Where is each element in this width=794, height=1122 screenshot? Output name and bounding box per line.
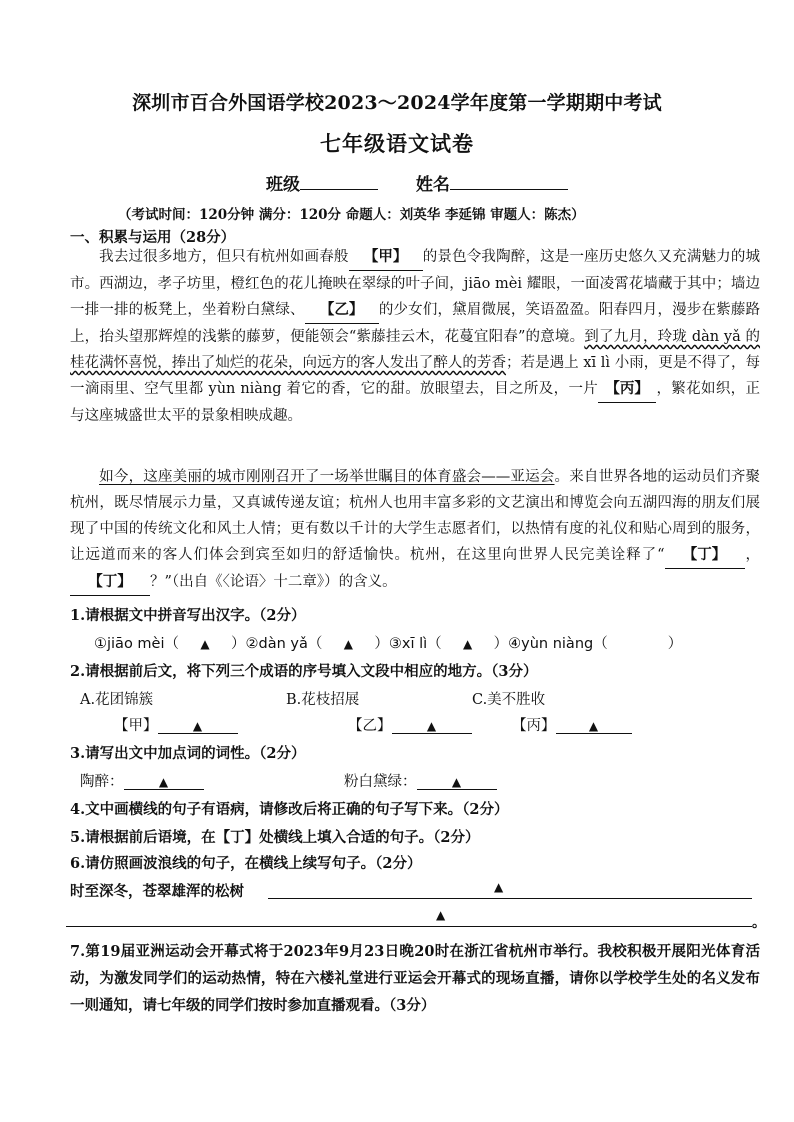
blank-ding-1[interactable]: 【丁】 (665, 542, 745, 569)
exam-subtitle: 七年级语文试卷 (320, 131, 474, 156)
q1-answer-row: ①jiāo mèi（ ▲ ）②dàn yǎ（ ▲ ）③xī lì（ ▲ ）④yùn niàng（ ） (94, 636, 683, 652)
q2-option-c: C.美不胜收 (472, 692, 546, 708)
q2-slot-jia: 【甲】 ▲ (114, 714, 238, 735)
name-blank[interactable] (450, 171, 568, 190)
underlined-sentence: 如今，这座美丽的城市刚刚召开了一场举世瞩目的体育盛会——亚运会 (99, 469, 555, 485)
answer-triangle[interactable]: ▲ (556, 719, 632, 734)
blank-bing[interactable]: 【丙】 (598, 376, 656, 403)
answer-triangle[interactable]: ▲ (417, 775, 497, 790)
question-3: 3.请写出文中加点词的词性。（2分） (70, 745, 306, 762)
answer-triangle[interactable]: ▲ (158, 719, 238, 734)
question-1: 1.请根据文中拼音写出汉字。（2分） (70, 607, 306, 624)
answer-triangle[interactable]: ▲ (343, 637, 353, 651)
q6-prompt: 时至深冬，苍翠雄浑的松树 (70, 883, 244, 900)
answer-triangle: ▲ (494, 880, 504, 894)
q2-option-a: A.花团锦簇 (80, 692, 154, 708)
wavy-sentence: 到了九月，玲珑 dàn yǎ 的桂花满怀喜悦，捧出了灿烂的花朵，向远方的客人发出了醉人的芳香 (70, 329, 761, 371)
q6-answer-line-2[interactable] (66, 910, 752, 927)
passage-paragraph-2: 如今，这座美丽的城市刚刚召开了一场举世瞩目的体育盛会——亚运会。来自世界各地的运动员们齐聚杭州，既尽情展示力量，又真诚传递友谊；杭州人也用丰富多彩的文艺演出和博览会向五湖四海的朋友们展现了中国的传统文化和风土人情；更有数以千计的大学生志愿者们，以热情有度的礼仪和贴心周到的服务，让远道而来的客人们体会到宾至如归的舒适愉快。杭州，在这里向世界人民完美诠释了“ 【丁】 ，【丁】 ？”（出自《〈论语〉十二章》）的含义。 (70, 464, 760, 596)
exam-info: （考试时间：120分钟 满分：120分 命题人：刘英华 李延锦 审题人：陈杰） (118, 207, 585, 223)
answer-triangle[interactable]: ▲ (200, 637, 210, 651)
question-4: 4.文中画横线的句子有语病，请修改后将正确的句子写下来。（2分） (70, 801, 509, 818)
student-info-line (266, 170, 568, 195)
answer-triangle[interactable]: ▲ (124, 775, 204, 790)
answer-triangle[interactable]: ▲ (392, 719, 472, 734)
passage-paragraph-1: 我去过很多地方，但只有杭州如画春般 【甲】 的景色令我陶醉，这是一座历史悠久又充满魅力的城市。西湖边，孝子坊里，橙红色的花儿掩映在翠绿的叶子间，jiāo mèi 耀眼，一面凌霄花墙藏于其中；墙边一排一排的板凳上，坐着粉白黛绿、 【乙】 的少女们，黛眉微展，笑语盈盈。阳春四月，漫步在紫藤路上，抬头望那辉煌的浅紫的藤萝，便能领会“紫藤挂云木，花蔓宜阳春”的意境。到了九月，玲珑 dàn yǎ 的桂花满怀喜悦，捧出了灿烂的花朵，向远方的客人发出了醉人的芳香；若是遇上 xī lì 小雨，更是不得了，每一滴雨里、空气里都 yùn niàng 着它的香，它的甜。放眼望去，目之所及，一片 【丙】 ，繁花如织，正与这座城盛世太平的景象相映成趣。 (70, 244, 760, 429)
q6-end-period: 。 (752, 915, 766, 931)
q3-item-fenbaidailv: 粉白黛绿： ▲ (344, 770, 497, 791)
answer-triangle[interactable]: ▲ (463, 637, 473, 651)
exam-title: 深圳市百合外国语学校2023～2024学年度第一学期期中考试 (132, 92, 662, 114)
q2-option-b: B.花枝招展 (286, 692, 360, 708)
q6-answer-line-1[interactable] (268, 882, 752, 899)
class-blank[interactable] (300, 171, 378, 190)
blank-jia[interactable]: 【甲】 (349, 244, 423, 271)
section-heading: 一、积累与运用（28分） (70, 229, 236, 246)
q2-slot-bing: 【丙】 ▲ (512, 714, 632, 735)
question-5: 5.请根据前后语境，在【丁】处横线上填入合适的句子。（2分） (70, 829, 480, 846)
blank-yi[interactable]: 【乙】 (305, 297, 379, 324)
q3-item-taozui: 陶醉： ▲ (80, 770, 204, 791)
answer-triangle: ▲ (436, 908, 446, 922)
q2-slot-yi: 【乙】 ▲ (348, 714, 472, 735)
question-7: 7.第19届亚洲运动会开幕式将于2023年9月23日晚20时在浙江省杭州市举行。我校积极开展阳光体育活动，为激发同学们的运动热情，特在六楼礼堂进行亚运会开幕式的现场直播，请你以学校学生处的名义发布一则通知，请七年级的同学们按时参加直播观看。（3分） (70, 943, 760, 1014)
question-2: 2.请根据前后文，将下列三个成语的序号填入文段中相应的地方。（3分） (70, 663, 538, 680)
question-6: 6.请仿照画波浪线的句子，在横线上续写句子。（2分） (70, 855, 422, 872)
name-label: 姓名 (415, 175, 450, 195)
class-label: 班级 (266, 175, 300, 195)
blank-ding-2[interactable]: 【丁】 (70, 569, 150, 596)
